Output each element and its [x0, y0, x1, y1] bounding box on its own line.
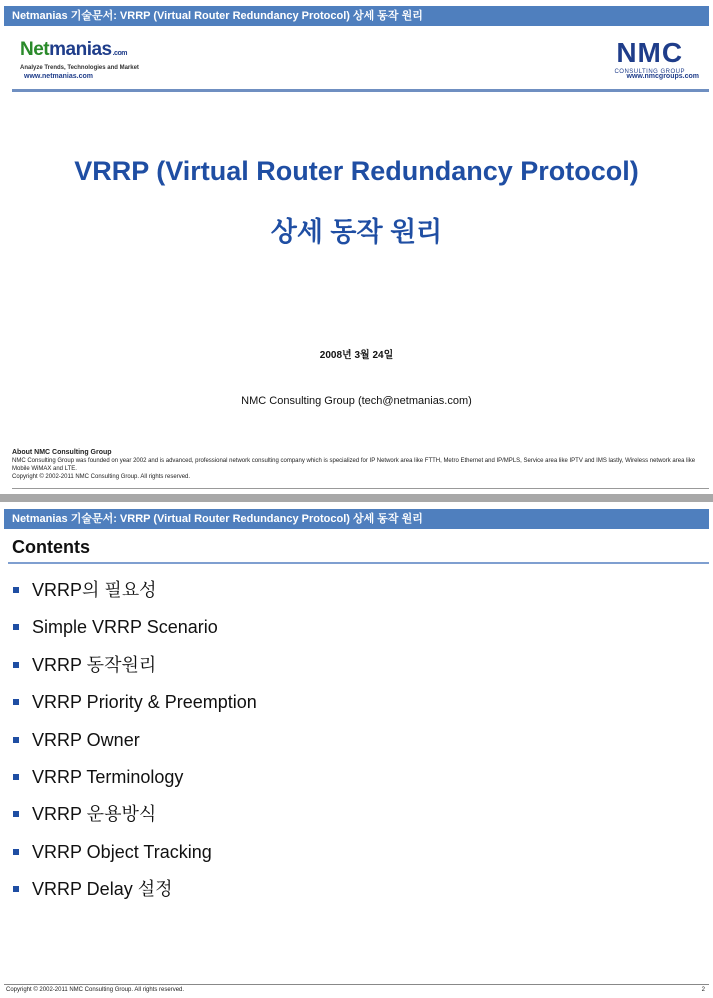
netmanias-wordmark: Netmanias.com	[20, 39, 127, 60]
document-date: 2008년 3월 24일	[319, 350, 394, 361]
bullet-icon	[13, 811, 19, 817]
contents-heading: Contents	[12, 537, 90, 557]
cover-footer-divider	[12, 488, 709, 489]
bullet-icon	[13, 624, 19, 630]
header-bar: Netmanias 기술문서: VRRP (Virtual Router Redundancy Protocol) 상세 동작 원리	[4, 509, 709, 529]
bullet-icon	[13, 886, 19, 892]
netmanias-tagline: Analyze Trends, Technologies and Market	[20, 65, 139, 71]
page-number: 2	[701, 987, 705, 993]
bullet-icon	[13, 699, 19, 705]
document-title: VRRP (Virtual Router Redundancy Protocol)	[74, 156, 639, 186]
document-author: NMC Consulting Group (tech@netmanias.com)	[241, 395, 472, 407]
about-title: About NMC Consulting Group	[12, 449, 112, 456]
nmc-wordmark: NMC	[616, 37, 684, 68]
bullet-icon	[13, 587, 19, 593]
bullet-icon	[13, 774, 19, 780]
netmanias-logo[interactable]	[20, 40, 139, 72]
about-body: NMC Consulting Group was founded on year 2002 and is advanced, professional network consulting company which is specialized for IP Network area like FTTH, Metro Ethernet and IP/MPLS, Service area like IPTV and IMS lastly, Wireless network area like Mobile WiMAX and LTE.	[12, 458, 696, 472]
footer-copyright: Copyright © 2002-2011 NMC Consulting Group. All rights reserved.	[6, 987, 185, 993]
nmc-logo[interactable]	[614, 38, 685, 76]
page-separator	[0, 494, 713, 502]
header-bar: Netmanias 기술문서: VRRP (Virtual Router Redundancy Protocol) 상세 동작 원리	[4, 6, 709, 26]
contents-divider	[8, 562, 709, 564]
about-copyright: Copyright © 2002-2011 NMC Consulting Group. All rights reserved.	[12, 474, 191, 480]
nmc-url[interactable]: www.nmcgroups.com	[626, 73, 699, 80]
netmanias-url[interactable]: www.netmanias.com	[24, 73, 93, 80]
bullet-icon	[13, 737, 19, 743]
cover-page	[0, 0, 713, 494]
header-divider	[12, 89, 709, 92]
about-section	[12, 449, 707, 481]
footer-divider	[4, 984, 709, 985]
nmc-subtitle: CONSULTING GROUP	[614, 69, 685, 75]
document-subtitle: 상세 동작 원리	[270, 217, 443, 247]
bullet-icon	[13, 662, 19, 668]
bullet-icon	[13, 849, 19, 855]
